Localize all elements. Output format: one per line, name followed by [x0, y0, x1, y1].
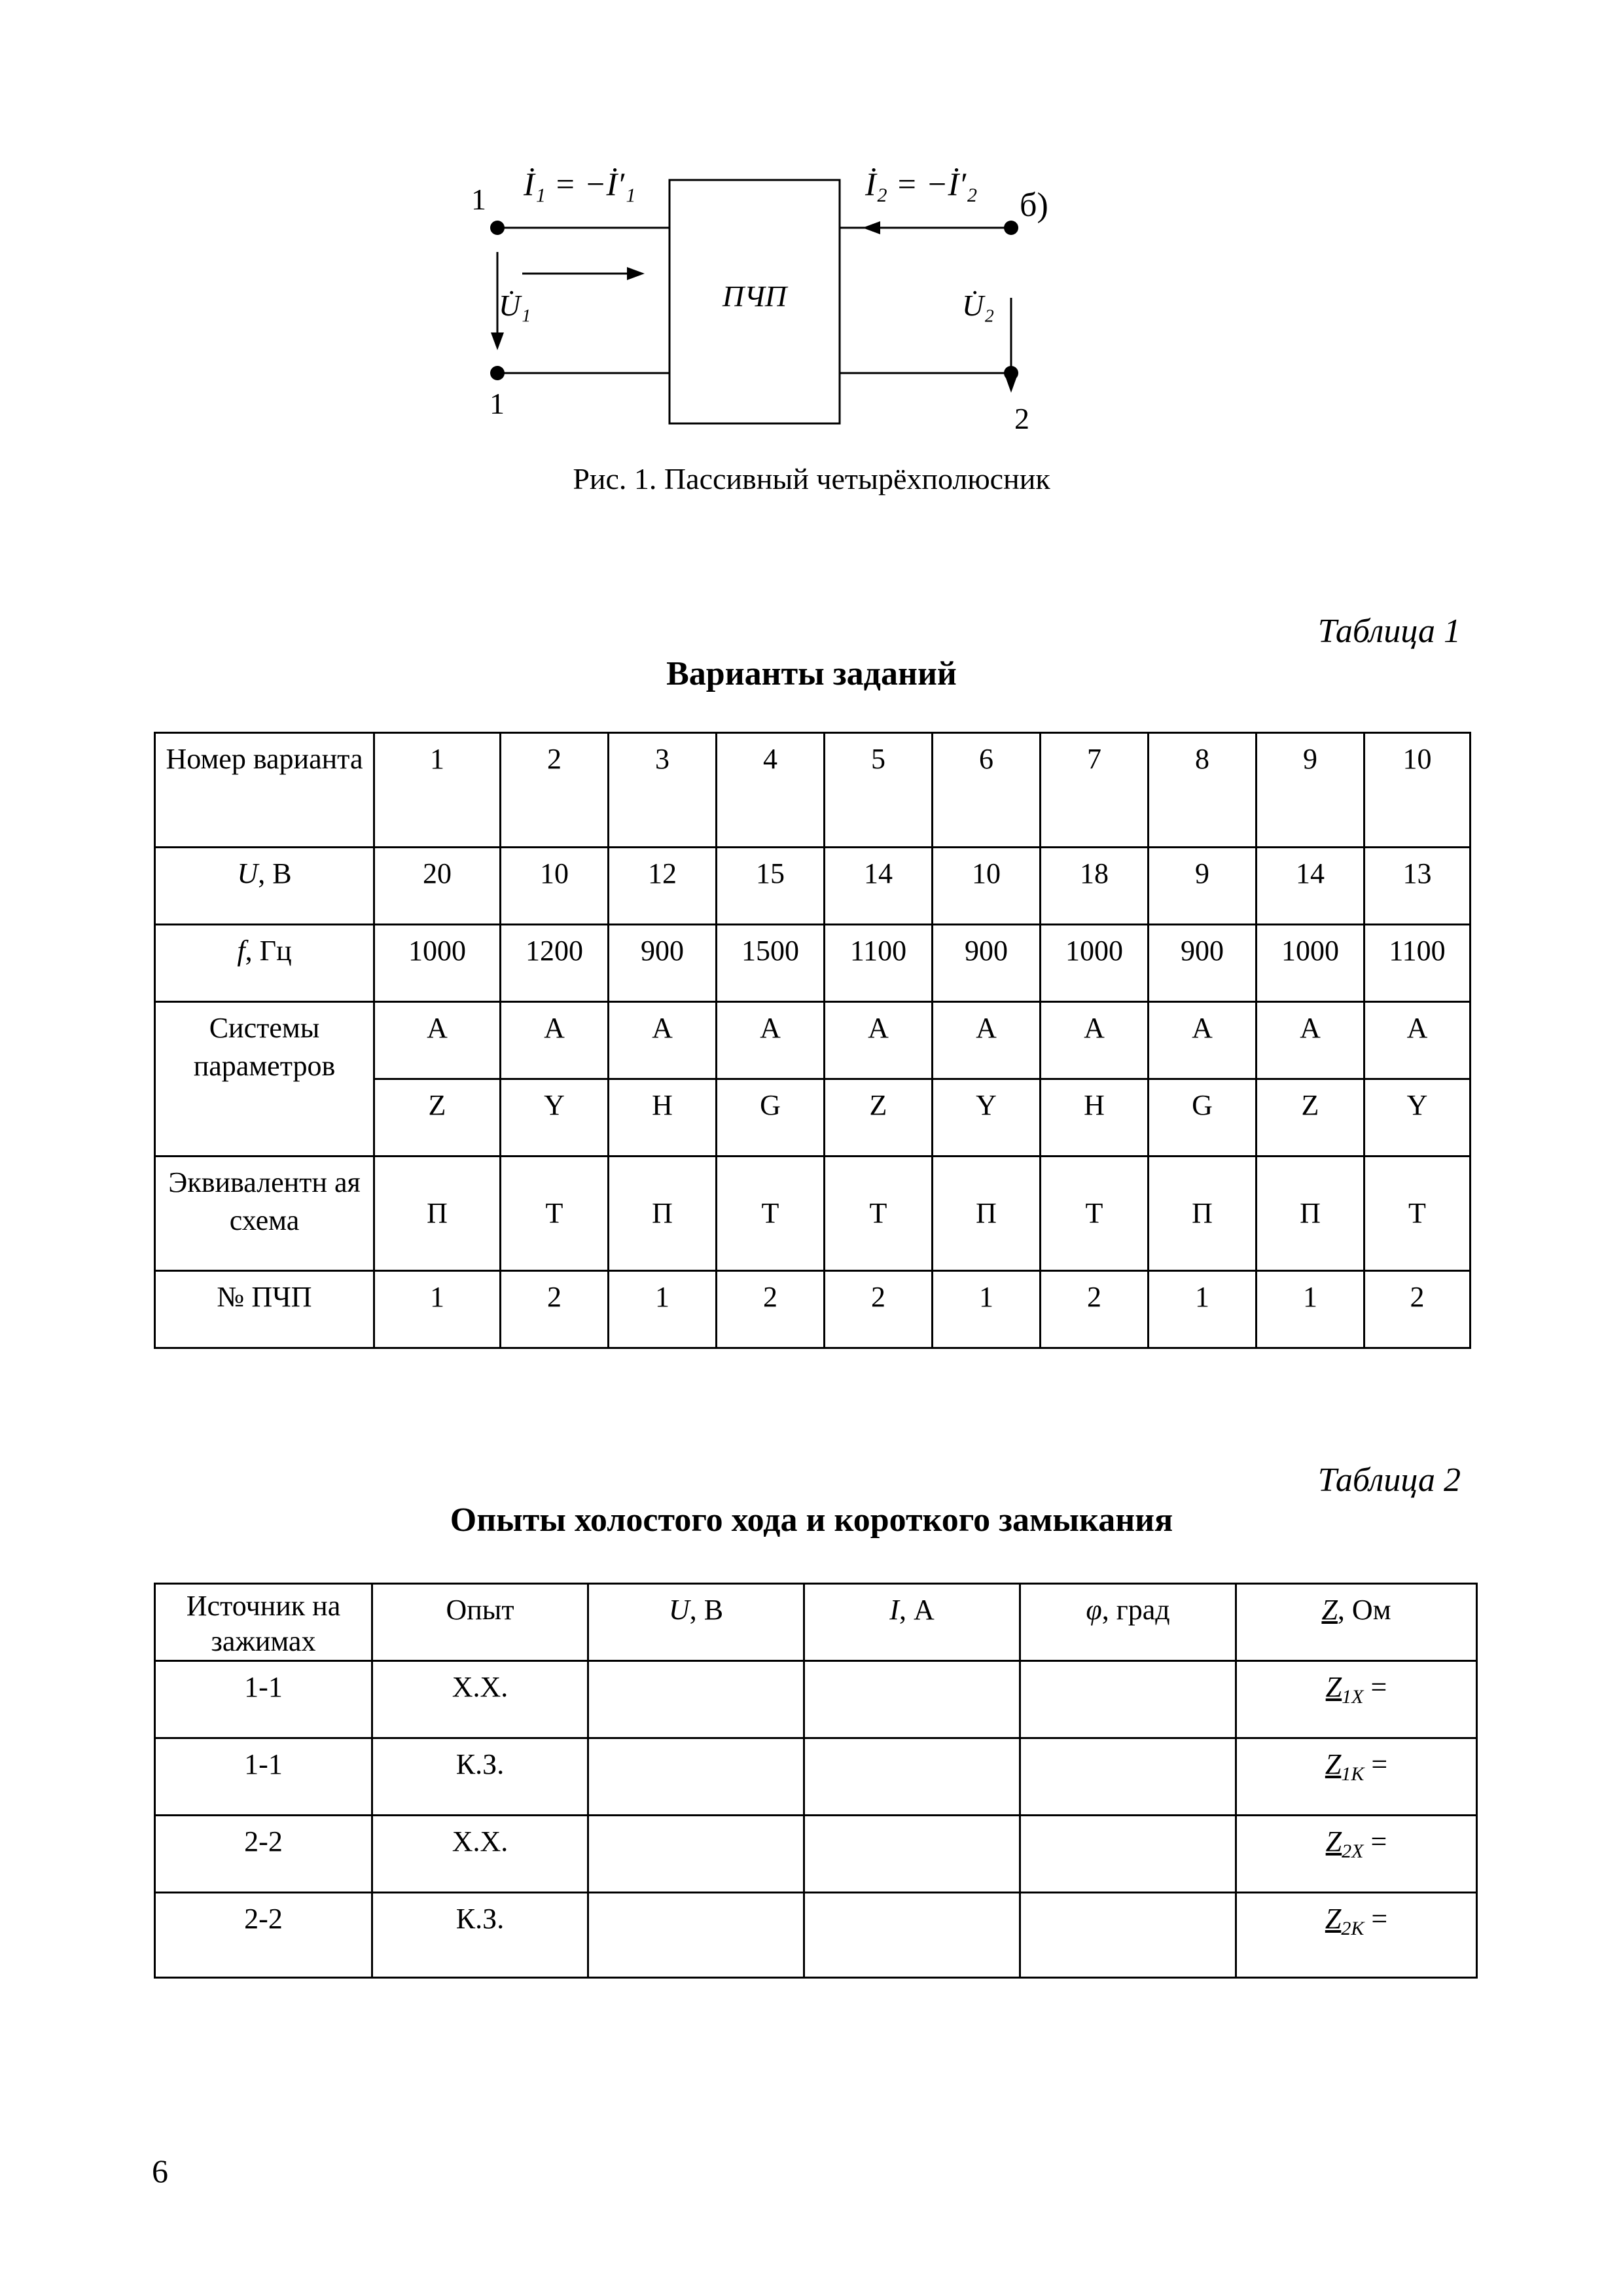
variant-number: 9: [1257, 733, 1364, 848]
terminal-label-bottom-right: 2: [1014, 402, 1029, 435]
system-value: A: [374, 1002, 501, 1079]
pchp-value: 1: [374, 1271, 501, 1348]
system-value: H: [609, 1079, 717, 1157]
frequency-value: 1000: [374, 925, 501, 1002]
source-value: 2-2: [155, 1893, 372, 1978]
terminal-bottom-left: [490, 366, 505, 380]
table-row: [155, 1661, 1477, 1738]
impedance-subscript: 2K: [1341, 1918, 1364, 1939]
frequency-value: 900: [933, 925, 1041, 1002]
pchp-value: 2: [1041, 1271, 1149, 1348]
current-1-label: İ₁ = −İ′₁: [524, 166, 636, 202]
variant-header: Номер варианта: [155, 733, 374, 848]
voltage-arrow-left: [491, 332, 504, 350]
table1-row-scheme: [155, 1157, 1471, 1271]
current-cell: [804, 1893, 1020, 1978]
variant-number: 6: [933, 733, 1041, 848]
frequency-value: 1100: [1364, 925, 1471, 1002]
impedance-symbol: Z: [1321, 1594, 1338, 1626]
impedance-unit: , Ом: [1337, 1594, 1391, 1626]
frequency-value: 900: [1149, 925, 1257, 1002]
table1-row-systems-a: [155, 1002, 1471, 1079]
system-value: Y: [933, 1079, 1041, 1157]
variant-number: 10: [1364, 733, 1471, 848]
phase-cell: [1020, 1893, 1236, 1978]
system-value: A: [1364, 1002, 1471, 1079]
current-symbol: I: [889, 1594, 899, 1626]
table1-label: Таблица 1: [1317, 613, 1461, 650]
impedance-subscript: 1K: [1341, 1763, 1364, 1785]
variant-number: 4: [717, 733, 825, 848]
voltage-value: 18: [1041, 848, 1149, 925]
voltage-cell: [588, 1893, 804, 1978]
frequency-value: 1000: [1257, 925, 1364, 1002]
impedance-cell: [1236, 1893, 1477, 1978]
system-value: G: [717, 1079, 825, 1157]
frequency-value: 1100: [825, 925, 933, 1002]
impedance-header: [1236, 1584, 1477, 1661]
phase-cell: [1020, 1661, 1236, 1738]
source-value: 1-1: [155, 1661, 372, 1738]
table2-label: Таблица 2: [1317, 1462, 1461, 1499]
voltage-value: 14: [825, 848, 933, 925]
frequency-value: 900: [609, 925, 717, 1002]
variant-number: 3: [609, 733, 717, 848]
voltage-value: 12: [609, 848, 717, 925]
voltage-cell: [588, 1816, 804, 1893]
frequency-value: 1000: [1041, 925, 1149, 1002]
figure-caption: Рис. 1. Пассивный четырёхполюсник: [573, 462, 1050, 495]
system-value: A: [825, 1002, 933, 1079]
experiment-header: Опыт: [372, 1584, 588, 1661]
phase-cell: [1020, 1816, 1236, 1893]
table1-row-voltage: [155, 848, 1471, 925]
current-unit: , А: [899, 1594, 935, 1626]
impedance-equals: =: [1371, 1903, 1388, 1935]
pchp-value: 2: [1364, 1271, 1471, 1348]
impedance-symbol: Z: [1325, 1903, 1342, 1935]
voltage-unit: , В: [689, 1594, 724, 1626]
system-value: Y: [1364, 1079, 1471, 1157]
impedance-symbol: Z: [1325, 1825, 1342, 1857]
impedance-symbol: Z: [1325, 1671, 1342, 1703]
variant-number: 5: [825, 733, 933, 848]
impedance-equals: =: [1370, 1825, 1387, 1857]
impedance-cell: [1236, 1661, 1477, 1738]
voltage-unit: , В: [258, 857, 292, 889]
system-value: A: [1041, 1002, 1149, 1079]
impedance-subscript: 2X: [1342, 1840, 1364, 1862]
impedance-cell: [1236, 1816, 1477, 1893]
pchp-value: 2: [825, 1271, 933, 1348]
pchp-header: № ПЧП: [155, 1271, 374, 1348]
block-label: ПЧП: [722, 279, 787, 313]
voltage-header: [155, 848, 374, 925]
frequency-header: [155, 925, 374, 1002]
voltage-cell: [588, 1661, 804, 1738]
table-row: [155, 1816, 1477, 1893]
current-cell: [804, 1816, 1020, 1893]
voltage-value: 20: [374, 848, 501, 925]
variant-label: б): [1020, 187, 1048, 224]
pchp-value: 1: [1257, 1271, 1364, 1348]
source-value: 2-2: [155, 1816, 372, 1893]
voltage-value: 10: [501, 848, 609, 925]
voltage-symbol: U: [668, 1594, 690, 1626]
experiment-value: Х.Х.: [372, 1661, 588, 1738]
experiment-value: К.З.: [372, 1738, 588, 1816]
frequency-value: 1500: [717, 925, 825, 1002]
table-row: [155, 1738, 1477, 1816]
variant-number: 7: [1041, 733, 1149, 848]
table1-row-variant: [155, 733, 1471, 848]
voltage-arrow-right: [1005, 374, 1018, 393]
table1-row-frequency: [155, 925, 1471, 1002]
scheme-value: Т: [501, 1157, 609, 1271]
experiment-value: К.З.: [372, 1893, 588, 1978]
pchp-value: 1: [933, 1271, 1041, 1348]
impedance-equals: =: [1371, 1748, 1388, 1780]
pchp-value: 1: [609, 1271, 717, 1348]
system-value: H: [1041, 1079, 1149, 1157]
systems-header: Системы параметров: [155, 1002, 374, 1157]
voltage-2-label: U̇₂: [962, 289, 995, 322]
scheme-value: Т: [717, 1157, 825, 1271]
voltage-value: 15: [717, 848, 825, 925]
current-header: [804, 1584, 1020, 1661]
pchp-value: 2: [501, 1271, 609, 1348]
voltage-symbol: U: [237, 857, 259, 889]
voltage-value: 13: [1364, 848, 1471, 925]
table2-header-row: [155, 1584, 1477, 1661]
system-value: A: [933, 1002, 1041, 1079]
scheme-value: П: [1149, 1157, 1257, 1271]
scheme-value: Т: [825, 1157, 933, 1271]
variant-number: 1: [374, 733, 501, 848]
system-value: G: [1149, 1079, 1257, 1157]
scheme-value: П: [933, 1157, 1041, 1271]
voltage-value: 14: [1257, 848, 1364, 925]
current-arrow-right: [863, 221, 880, 234]
system-value: Z: [374, 1079, 501, 1157]
system-value: Y: [501, 1079, 609, 1157]
system-value: A: [1149, 1002, 1257, 1079]
scheme-value: П: [374, 1157, 501, 1271]
frequency-value: 1200: [501, 925, 609, 1002]
page-number: 6: [152, 2153, 168, 2189]
current-cell: [804, 1661, 1020, 1738]
impedance-symbol: Z: [1325, 1748, 1342, 1780]
current-2-label: İ₂ = −İ′₂: [865, 166, 978, 202]
impedance-equals: =: [1370, 1671, 1387, 1703]
table1-title: Варианты заданий: [666, 655, 957, 692]
voltage-1-label: U̇₁: [499, 289, 531, 322]
scheme-value: П: [1257, 1157, 1364, 1271]
terminal-top-left: [490, 221, 505, 235]
system-value: A: [1257, 1002, 1364, 1079]
scheme-value: П: [609, 1157, 717, 1271]
experiments-table: [154, 1583, 1478, 1979]
scheme-header: Эквивалентн ая схема: [155, 1157, 374, 1271]
table2-title: Опыты холостого хода и короткого замыкания: [450, 1501, 1173, 1539]
voltage-cell: [588, 1738, 804, 1816]
variant-number: 8: [1149, 733, 1257, 848]
experiment-value: Х.Х.: [372, 1816, 588, 1893]
pchp-value: 1: [1149, 1271, 1257, 1348]
pchp-value: 2: [717, 1271, 825, 1348]
system-value: A: [717, 1002, 825, 1079]
system-value: Z: [1257, 1079, 1364, 1157]
system-value: Z: [825, 1079, 933, 1157]
system-value: A: [501, 1002, 609, 1079]
current-cell: [804, 1738, 1020, 1816]
phase-unit: , град: [1101, 1594, 1170, 1626]
scheme-value: Т: [1364, 1157, 1471, 1271]
terminal-label-top-left: 1: [471, 183, 486, 216]
table1-row-pchp: [155, 1271, 1471, 1348]
variants-table: [154, 732, 1471, 1349]
terminal-label-bottom-left: 1: [490, 387, 505, 420]
system-value: A: [609, 1002, 717, 1079]
current-arrow-left: [627, 267, 645, 280]
impedance-subscript: 1X: [1342, 1686, 1364, 1708]
phase-cell: [1020, 1738, 1236, 1816]
frequency-unit: , Гц: [245, 935, 292, 967]
frequency-symbol: f: [237, 935, 245, 967]
source-header: Источник на зажимах: [155, 1584, 372, 1661]
scheme-value: Т: [1041, 1157, 1149, 1271]
phase-symbol: φ: [1086, 1594, 1102, 1626]
two-port-diagram: [0, 0, 1623, 511]
source-value: 1-1: [155, 1738, 372, 1816]
voltage-value: 10: [933, 848, 1041, 925]
voltage-header: [588, 1584, 804, 1661]
variant-number: 2: [501, 733, 609, 848]
table-row: [155, 1893, 1477, 1978]
impedance-cell: [1236, 1738, 1477, 1816]
voltage-value: 9: [1149, 848, 1257, 925]
phase-header: [1020, 1584, 1236, 1661]
